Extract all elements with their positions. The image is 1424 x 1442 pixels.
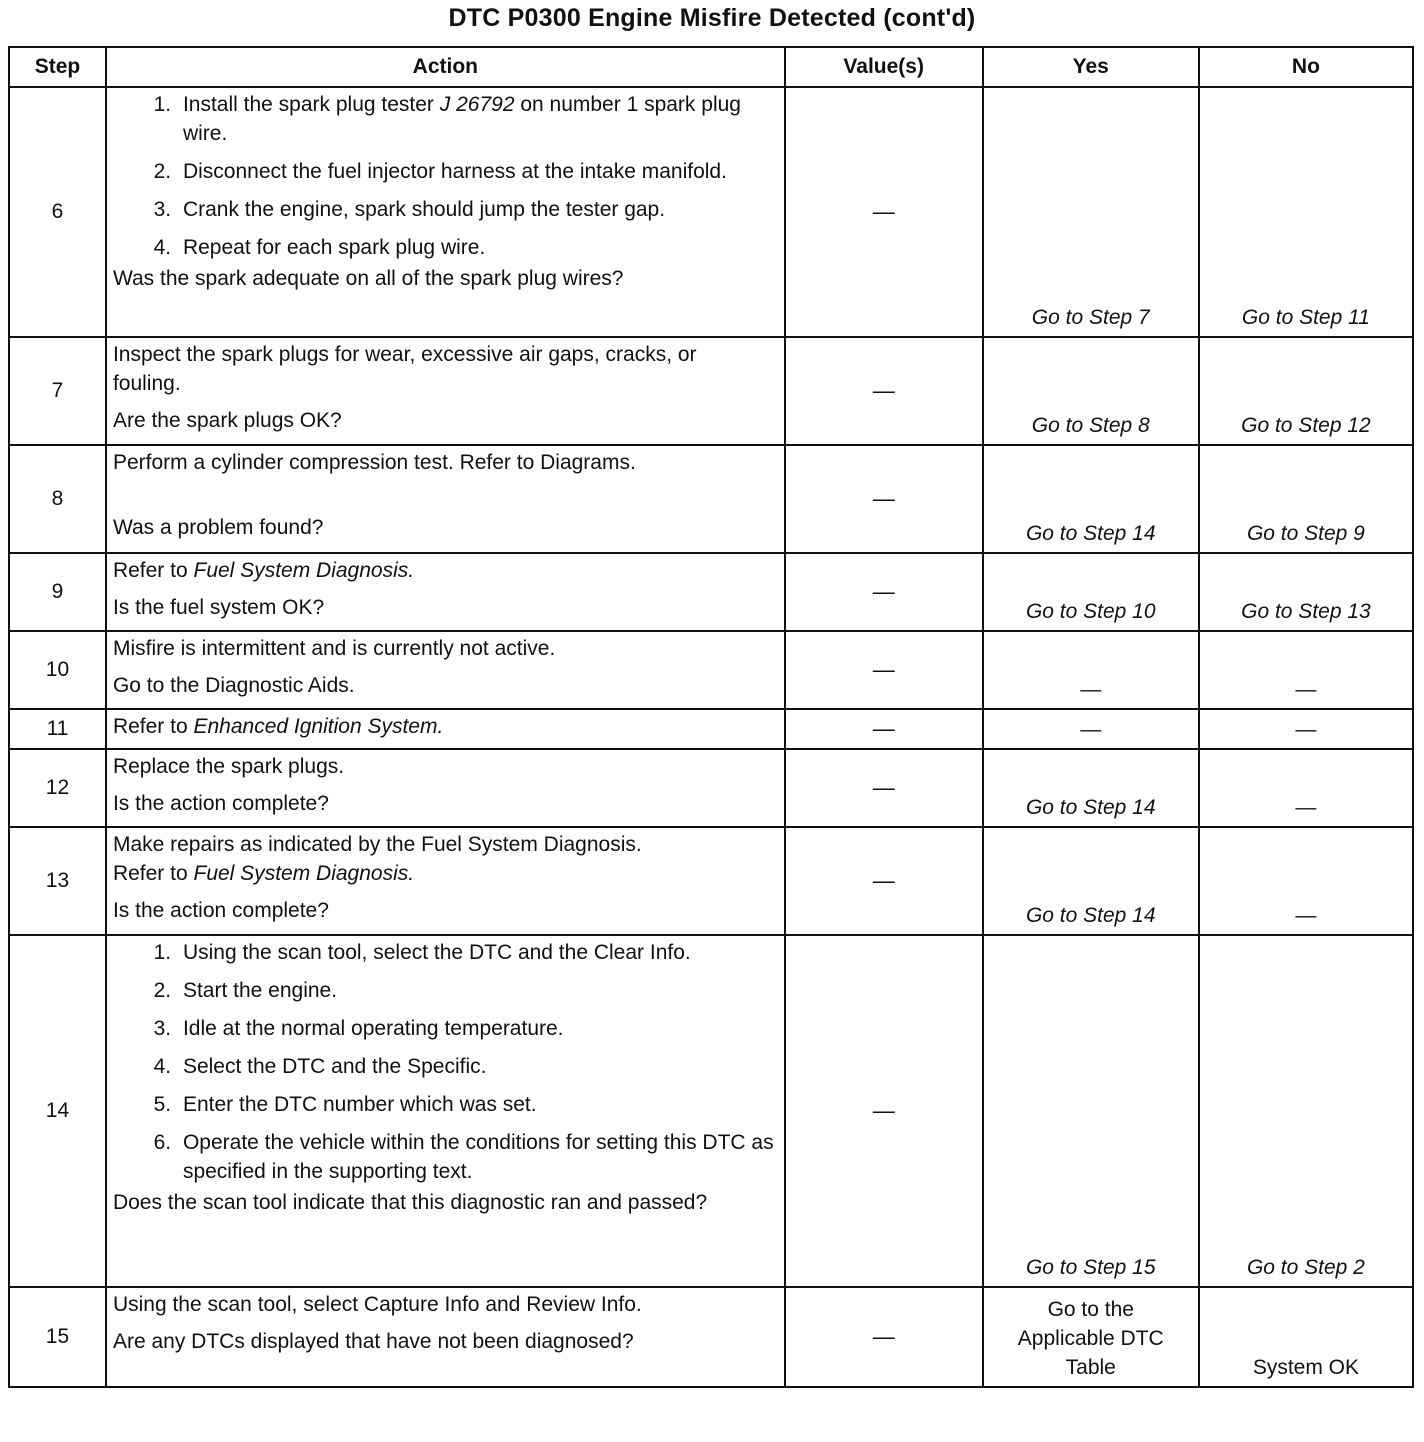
table-row [9,827,1413,935]
yes-cell: — [983,709,1199,749]
value-cell: — [785,553,983,631]
table-row [9,445,1413,553]
action-text: Misfire is intermittent and is currently not active. [112,637,556,660]
no-cell: — [1199,631,1413,709]
no-cell: — [1199,749,1413,827]
header-no: No [1199,47,1413,87]
header-row [9,47,1413,87]
question: Is the action complete? [112,792,329,815]
action-text-plain: Refer to [112,862,194,885]
question: Are any DTCs displayed that have not been diagnosed? [112,1330,634,1353]
action-text: Install the spark plug tester [182,93,440,116]
step-number: 10 [9,631,106,709]
action-text: Perform a cylinder compression test. Refer to Diagrams. [112,451,636,474]
action-cell [106,1287,785,1387]
question: Is the fuel system OK? [112,596,325,619]
step-number: 14 [9,935,106,1287]
action-list [113,90,778,262]
no-link[interactable]: Go to Step 9 [1199,445,1413,553]
action-text: Inspect the spark plugs for wear, excessive air gaps, cracks, or fouling. [112,343,697,395]
list-item: 3. Crank the engine, spark should jump the tester gap. [177,195,778,224]
list-item: 5. Enter the DTC number which was set. [177,1090,778,1119]
list-item: 4. Repeat for each spark plug wire. [177,233,778,262]
action-text [113,859,778,888]
table-row [9,749,1413,827]
action-cell [106,553,785,631]
list-item: 1. Using the scan tool, select the DTC and the Clear Info. [177,938,778,967]
yes-link[interactable]: Go to Step 14 [983,445,1199,553]
action-cell [106,827,785,935]
question: Was a problem found? [112,516,324,539]
value-cell: — [785,1287,983,1387]
table-row [9,337,1413,445]
table-row [9,1287,1413,1387]
reference-link[interactable]: Fuel System Diagnosis. [193,862,415,885]
step-number: 8 [9,445,106,553]
list-item: 3. Idle at the normal operating temperature. [177,1014,778,1043]
value-cell: — [785,87,983,337]
header-values: Value(s) [785,47,983,87]
yes-link[interactable]: Go to Step 10 [983,553,1199,631]
value-cell: — [785,749,983,827]
value-cell: — [785,337,983,445]
action-text: on number 1 spark plug wire. [182,93,741,145]
no-cell: — [1199,827,1413,935]
action-text-plain: Refer to [112,715,194,738]
no-link[interactable]: Go to Step 2 [1199,935,1413,1287]
list-item [177,90,778,148]
step-number: 12 [9,749,106,827]
step-number: 11 [9,709,106,749]
question: Is the action complete? [112,899,329,922]
step-number: 7 [9,337,106,445]
step-number: 15 [9,1287,106,1387]
instruction: Go to the Diagnostic Aids. [112,674,355,697]
no-link[interactable]: Go to Step 13 [1199,553,1413,631]
value-cell: — [785,631,983,709]
yes-link[interactable]: Go to the Applicable DTC Table [983,1287,1199,1387]
dtc-table [8,46,1414,1388]
step-number: 13 [9,827,106,935]
action-cell [106,935,785,1287]
yes-link[interactable]: Go to Step 15 [983,935,1199,1287]
yes-link[interactable]: Go to Step 14 [983,749,1199,827]
header-action: Action [106,47,785,87]
list-item: 2. Disconnect the fuel injector harness at the intake manifold. [177,157,778,186]
action-cell [106,87,785,337]
action-text: Replace the spark plugs. [112,755,345,778]
table-row [9,553,1413,631]
action-cell [106,749,785,827]
list-item: 6. Operate the vehicle within the conditions for setting this DTC as specified in the supporting text. [177,1128,778,1186]
step-number: 9 [9,553,106,631]
no-result: System OK [1199,1287,1413,1387]
list-item: 4. Select the DTC and the Specific. [177,1052,778,1081]
step-number: 6 [9,87,106,337]
yes-link[interactable]: Go to Step 8 [983,337,1199,445]
question: Was the spark adequate on all of the spark plug wires? [112,267,624,290]
action-text [113,556,778,585]
value-cell: — [785,935,983,1287]
table-row [9,709,1413,749]
tool-reference: J 26792 [439,93,515,116]
value-cell: — [785,709,983,749]
reference-link[interactable]: Enhanced Ignition System. [193,715,444,738]
no-link[interactable]: Go to Step 11 [1199,87,1413,337]
table-row [9,631,1413,709]
table-row [9,935,1413,1287]
action-text [113,712,778,741]
yes-link[interactable]: Go to Step 14 [983,827,1199,935]
header-yes: Yes [983,47,1199,87]
action-cell [106,337,785,445]
question: Does the scan tool indicate that this diagnostic ran and passed? [112,1191,708,1214]
no-link[interactable]: Go to Step 12 [1199,337,1413,445]
value-cell: — [785,827,983,935]
table-row [9,87,1413,337]
question: Are the spark plugs OK? [112,409,342,432]
action-text-plain: Refer to [112,559,194,582]
value-cell: — [785,445,983,553]
action-list [113,938,778,1186]
action-cell [106,631,785,709]
action-cell [106,445,785,553]
yes-link[interactable]: Go to Step 7 [983,87,1199,337]
list-item: 2. Start the engine. [177,976,778,1005]
page-title: DTC P0300 Engine Misfire Detected (cont'd) [448,4,976,32]
action-text: Make repairs as indicated by the Fuel System Diagnosis. [112,833,642,856]
yes-cell: — [983,631,1199,709]
reference-link[interactable]: Fuel System Diagnosis. [193,559,415,582]
header-step: Step [9,47,106,87]
action-text: Using the scan tool, select Capture Info and Review Info. [112,1293,642,1316]
action-cell [106,709,785,749]
no-cell: — [1199,709,1413,749]
